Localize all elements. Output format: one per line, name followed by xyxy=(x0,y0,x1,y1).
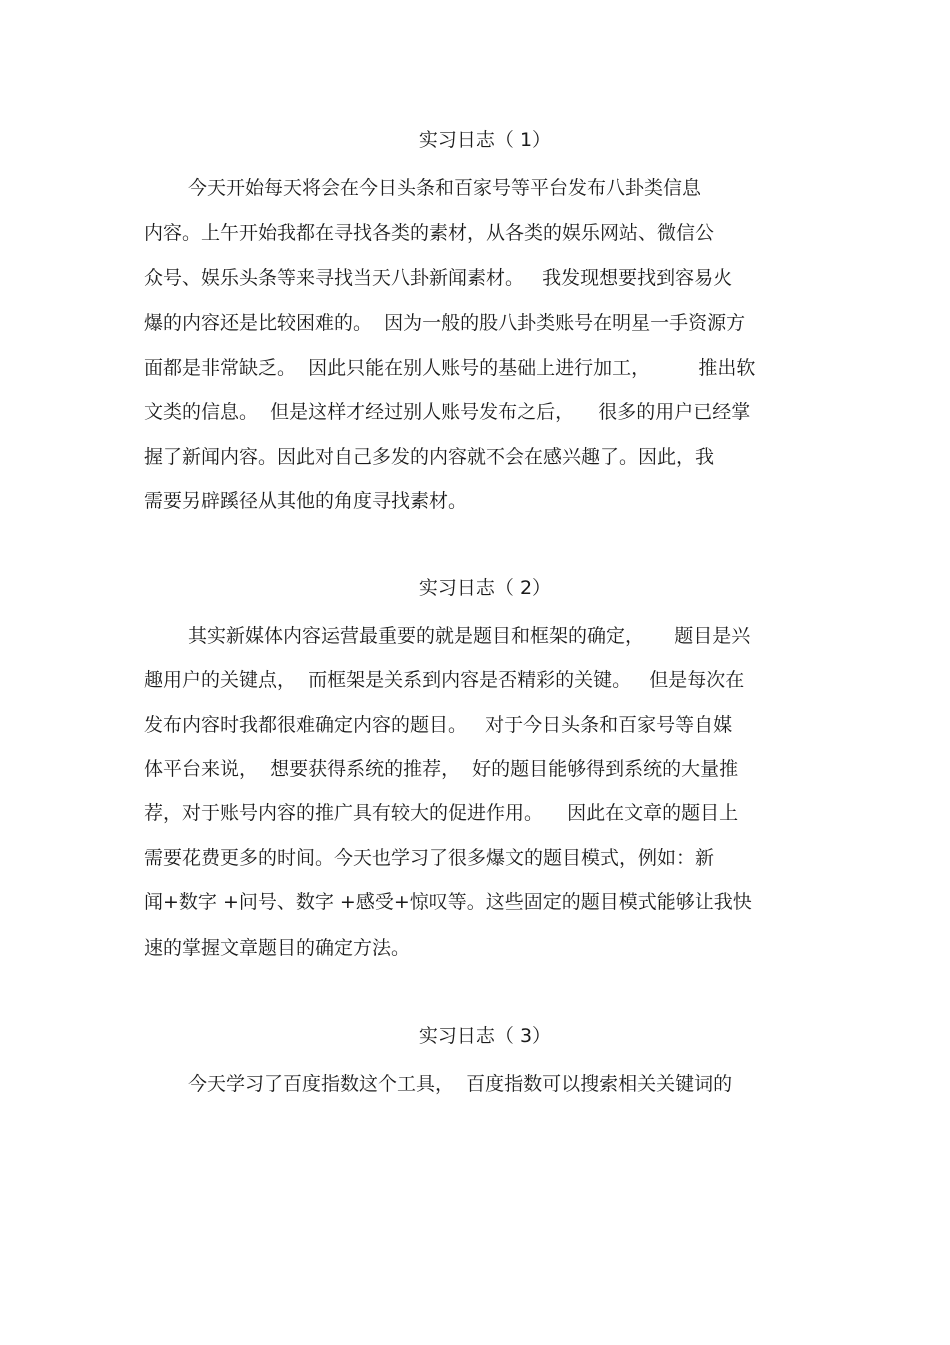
entry-1-line-6: 文类的信息。 但是这样才经过别人账号发布之后， 很多的用户已经掌 xyxy=(144,401,751,423)
entry-2-line-5: 荐，对于账号内容的推广具有较大的促进作用。 因此在文章的题目上 xyxy=(144,802,739,824)
entry-2-line-8: 速的掌握文章题目的确定方法。 xyxy=(144,937,411,959)
entry-1-line-3: 众号、娱乐头条等来寻找当天八卦新闻素材。 我发现想要找到容易火 xyxy=(144,267,733,289)
entry-1-line-4: 爆的内容还是比较困难的。 因为一般的股八卦类账号在明星一手资源方 xyxy=(144,312,746,334)
entry-2-line-6: 需要花费更多的时间。今天也学习了很多爆文的题目模式，例如：新 xyxy=(144,847,715,869)
entry-1-line-5: 面都是非常缺乏。 因此只能在别人账号的基础上进行加工， 推出软 xyxy=(144,357,756,379)
entry-3-title: 实习日志（ 3） xyxy=(418,1025,552,1047)
entry-3-line-1: 今天学习了百度指数这个工具， 百度指数可以搜索相关关键词的 xyxy=(188,1073,733,1095)
entry-2-line-4: 体平台来说， 想要获得系统的推荐， 好的题目能够得到系统的大量推 xyxy=(144,758,739,780)
entry-1-line-8: 需要另辟蹊径从其他的角度寻找素材。 xyxy=(144,490,468,512)
entry-2-line-2: 趣用户的关键点， 而框架是关系到内容是否精彩的关键。 但是每次在 xyxy=(144,669,745,691)
entry-2-line-3: 发布内容时我都很难确定内容的题目。 对于今日头条和百家号等自媒 xyxy=(144,714,733,736)
entry-1-line-7: 握了新闻内容。因此对自己多发的内容就不会在感兴趣了。因此，我 xyxy=(144,446,715,468)
entry-1-title: 实习日志（ 1） xyxy=(418,129,552,151)
entry-1-line-1: 今天开始每天将会在今日头条和百家号等平台发布八卦类信息 xyxy=(188,177,702,199)
entry-2-line-1: 其实新媒体内容运营最重要的就是题目和框架的确定， 题目是兴 xyxy=(188,625,751,647)
entry-1-line-2: 内容。上午开始我都在寻找各类的素材，从各类的娱乐网站、微信公 xyxy=(144,222,715,244)
entry-2-line-7: 闻+数字 +问号、数字 +感受+惊叹等。这些固定的题目模式能够让我快 xyxy=(144,891,752,913)
entry-2-title: 实习日志（ 2） xyxy=(418,577,552,599)
